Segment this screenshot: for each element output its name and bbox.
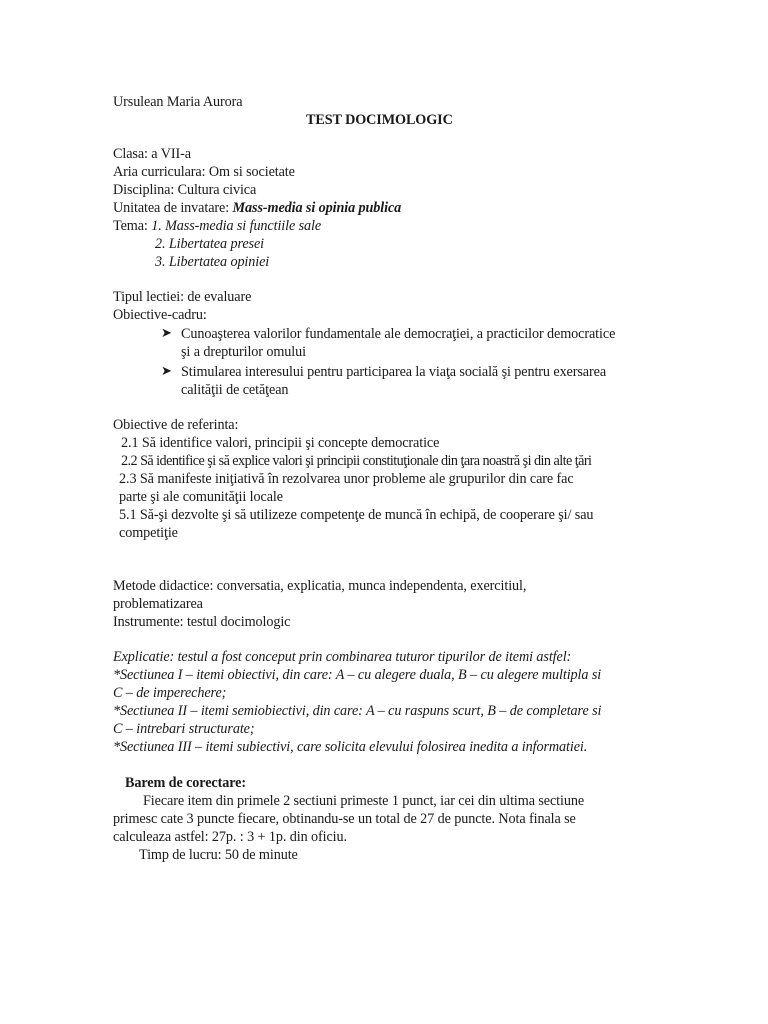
working-time-line: Timp de lucru: 50 de minute: [139, 847, 298, 863]
explanation-line: *Sectiunea I – itemi obiectivi, din care: A – cu alegere duala, B – cu alegere multipla si: [113, 667, 602, 683]
explanation-line: Explicatie: testul a fost conceput prin combinarea tuturor tipurilor de itemi astfel:: [113, 649, 572, 665]
grading-scheme-title: Barem de corectare:: [125, 775, 247, 791]
explanation-line: C – de imperechere;: [113, 685, 227, 701]
arrow-bullet-icon: ➤: [161, 326, 172, 341]
framework-objective: Stimularea interesului pentru participarea la viaţa socială şi pentru exersarea: [181, 364, 607, 380]
instruments-line: Instrumente: testul docimologic: [113, 614, 291, 630]
reference-objective: 2.1 Să identifice valori, principii şi concepte democratice: [121, 435, 440, 451]
discipline-line: Disciplina: Cultura civica: [113, 182, 257, 198]
explanation-line: *Sectiunea III – itemi subiectivi, care solicita elevului folosirea inedita a informatiei.: [113, 739, 588, 755]
theme-item: 2. Libertatea presei: [155, 236, 264, 252]
didactic-methods-continuation: problematizarea: [113, 596, 203, 612]
lesson-type-line: Tipul lectiei: de evaluare: [113, 289, 252, 305]
reference-objectives-header: Obiective de referinta:: [113, 417, 239, 433]
document-title: TEST DOCIMOLOGIC: [306, 112, 453, 128]
theme-item: 1. Mass-media si functiile sale: [151, 218, 322, 234]
reference-objective-continuation: parte şi ale comunităţii locale: [119, 489, 283, 505]
framework-objective-continuation: calităţii de cetăţean: [181, 382, 289, 398]
grading-scheme-line: primesc cate 3 puncte fiecare, obtinandu-se un total de 27 de puncte. Nota finala se: [113, 811, 576, 827]
theme-line: [113, 217, 321, 235]
reference-objective-continuation: competiţie: [119, 525, 178, 541]
learning-unit-label: Unitatea de invatare:: [113, 200, 233, 216]
theme-item: 3. Libertatea opiniei: [155, 254, 270, 270]
framework-objective-continuation: şi a drepturilor omului: [181, 344, 306, 360]
didactic-methods-line: Metode didactice: conversatia, explicatia, munca independenta, exercitiul,: [113, 578, 527, 594]
theme-label: Tema:: [113, 218, 152, 234]
curricular-area-line: Aria curriculara: Om si societate: [113, 164, 295, 180]
learning-unit-value: Mass-media si opinia publica: [232, 200, 402, 216]
learning-unit-line: [113, 199, 401, 217]
arrow-bullet-icon: ➤: [161, 364, 172, 379]
explanation-line: C – intrebari structurate;: [113, 721, 255, 737]
reference-objective: 2.3 Să manifeste iniţiativă în rezolvarea unor probleme ale grupurilor din care fac: [119, 471, 574, 487]
grading-scheme-line: calculeaza astfel: 27p. : 3 + 1p. din oficiu.: [113, 829, 347, 845]
grading-scheme-line: Fiecare item din primele 2 sectiuni primeste 1 punct, iar cei din ultima sectiune: [143, 793, 585, 809]
reference-objective: 5.1 Să-şi dezvolte şi să utilizeze competenţe de muncă în echipă, de cooperare şi/ sau: [119, 507, 594, 523]
reference-objective: 2.2 Să identifice şi să explice valori şi principii constituţionale din ţara noastră şi din alte ţări: [121, 453, 592, 469]
class-line: Clasa: a VII-a: [113, 146, 191, 162]
author-name: Ursulean Maria Aurora: [113, 94, 243, 110]
framework-objective: Cunoaşterea valorilor fundamentale ale democraţiei, a practicilor democratice: [181, 326, 616, 342]
framework-objectives-header: Obiective-cadru:: [113, 307, 207, 323]
explanation-line: *Sectiunea II – itemi semiobiectivi, din care: A – cu raspuns scurt, B – de completare si: [113, 703, 602, 719]
